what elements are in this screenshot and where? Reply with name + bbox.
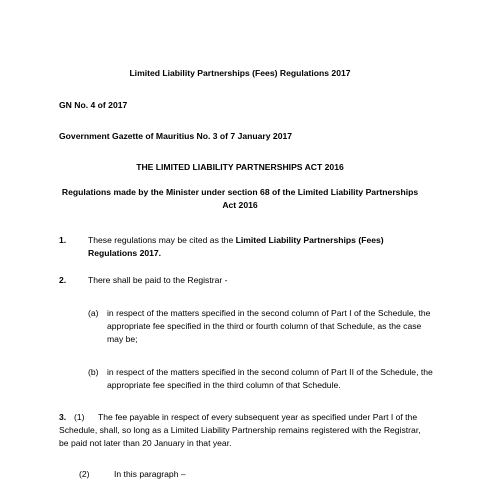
preamble-line-2: Act 2016	[222, 200, 258, 210]
gazette-reference: Government Gazette of Mauritius No. 3 of 7 January 2017	[59, 131, 293, 141]
paragraph-3-line-3: be paid not later than 20 January in that year.	[59, 438, 232, 448]
paragraph-3-number: 3.	[59, 412, 67, 422]
paragraph-1-line-1	[88, 234, 422, 246]
subparagraph-b-label: (b)	[88, 367, 99, 377]
paragraph-2-text: There shall be paid to the Registrar -	[88, 275, 228, 285]
paragraph-3-sub-1-label: (1)	[74, 412, 85, 422]
document-title: Limited Liability Partnerships (Fees) Regulations 2017	[129, 68, 351, 78]
subparagraph-a-line-1: in respect of the matters specified in the second column of Part I of the Schedule, the	[107, 308, 431, 318]
preamble-line-1: Regulations made by the Minister under section 68 of the Limited Liability Partnerships	[61, 187, 419, 197]
paragraph-1-text: These regulations may be cited as the	[88, 235, 236, 245]
subparagraph-b-line-1: in respect of the matters specified in the second column of Part II of the Schedule, the	[107, 367, 433, 377]
subparagraph-a-line-3: may be;	[107, 334, 138, 344]
paragraph-2-number: 2.	[59, 275, 67, 285]
paragraph-3-line-1: The fee payable in respect of every subsequent year as specified under Part I of the	[98, 412, 418, 422]
subparagraph-b-line-2: appropriate fee specified in the third column of that Schedule.	[107, 380, 341, 390]
paragraph-3-sub-2-text: In this paragraph –	[114, 469, 186, 479]
act-title: THE LIMITED LIABILITY PARTNERSHIPS ACT 2016	[136, 162, 344, 172]
subparagraph-a-line-2: appropriate fee specified in the third or fourth column of that Schedule, as the case	[107, 321, 422, 331]
gn-number: GN No. 4 of 2017	[59, 100, 128, 110]
paragraph-1-number: 1.	[59, 235, 67, 245]
subparagraph-a-label: (a)	[88, 308, 99, 318]
regulation-name-bold: Limited Liability Partnerships (Fees)	[235, 235, 384, 245]
paragraph-3-line-2: Schedule, shall, so long as a Limited Liability Partnership remains registered with the Registrar,	[59, 425, 421, 435]
paragraph-3-sub-2-label: (2)	[79, 469, 90, 479]
regulation-name-bold-continued: Regulations 2017.	[88, 248, 162, 258]
